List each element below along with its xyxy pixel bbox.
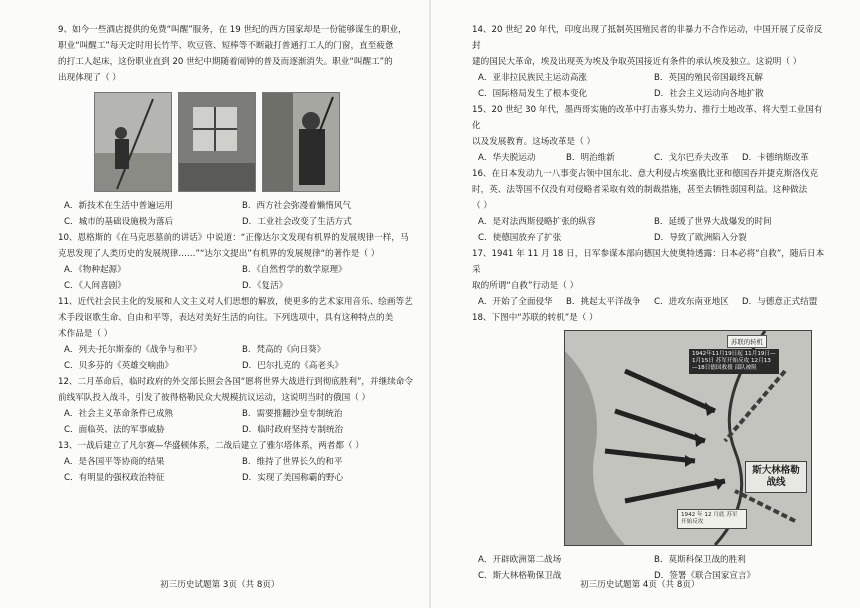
map-date-label: 1942 年 12 月底 苏军开始反攻 (677, 509, 747, 529)
question-18 (472, 310, 830, 326)
option[interactable]: B．延缓了世界大战爆发的时间 (654, 217, 772, 227)
q18-line: 18、下图中“苏联的转机”是（ ） (472, 313, 598, 323)
option[interactable]: B．英国的殖民帝国最终瓦解 (654, 73, 764, 83)
option[interactable]: C．斯大林格勒保卫战 (478, 571, 562, 581)
question-15 (472, 102, 830, 150)
q17-line: 取的所谓“自救”行动是（ ） (472, 281, 579, 291)
option[interactable]: D．临时政府坚持专制统治 (242, 425, 344, 435)
q16-line: （ ） (472, 201, 492, 211)
q9-options (58, 198, 420, 230)
option[interactable]: C．有明显的强权政治特征 (64, 473, 165, 483)
q16-line: 16、在日本发动九一八事变占领中国东北、意大利侵占埃塞俄比亚和德国吞并捷克斯洛伐克 (472, 169, 819, 179)
q9-line: 职业“叫醒工”每天定时用长竹竿、吹豆管、短棒等不断敲打普通打工人的门窗，直至疲惫 (58, 41, 394, 51)
option[interactable]: A．社会主义革命条件已成熟 (64, 409, 174, 419)
q16-options (472, 214, 830, 246)
option[interactable]: D．导致了欧洲陷入分裂 (654, 233, 747, 243)
option[interactable]: C．城市的基础设施极为落后 (64, 217, 174, 227)
option[interactable]: D．实现了美国称霸的野心 (242, 473, 344, 483)
q11-line: 11、近代社会民主化的发展和人文主义对人们思想的解放，使更多的艺术家用音乐、绘画等艺 (58, 297, 413, 307)
map-title: 苏联的转机 (727, 335, 767, 348)
page-footer: 初三历史试题第 4页（共 8页） (580, 580, 700, 590)
option[interactable]: B．西方社会弥漫着懒惰风气 (242, 201, 352, 211)
q17-line: 17、1941 年 11 月 18 日，日军参谋本部向德国大使奥特透露：日本必将“自救”，随后日本采 (472, 249, 825, 275)
option[interactable]: B．维持了世界长久的和平 (242, 457, 343, 467)
option[interactable]: A．《物种起源》 (64, 265, 126, 275)
q13-line: 13、一战后建立了凡尔赛—华盛顿体系，二战后建立了雅尔塔体系，两者都（ ） (58, 441, 364, 451)
q9-line: 出现体现了（ ） (58, 73, 121, 83)
option[interactable]: A．开始了全面侵华 (478, 297, 553, 307)
option[interactable]: C．进攻东南亚地区 (654, 297, 729, 307)
option[interactable]: A．是各国平等协商的结果 (64, 457, 165, 467)
option[interactable]: B．挑起太平洋战争 (566, 297, 641, 307)
question-17 (472, 246, 830, 294)
q14-options (472, 70, 830, 102)
option[interactable]: C．国际格局发生了根本变化 (478, 89, 588, 99)
page-footer: 初三历史试题第 3页（共 8页） (160, 580, 280, 590)
q10-line: 克思发现了人类历史的发展规律……”“达尔文提出”有机界的发展规律“的著作是（ ） (58, 249, 380, 259)
option[interactable]: B．需要推翻沙皇专制统治 (242, 409, 343, 419)
option[interactable]: C．贝多芬的《英雄交响曲》 (64, 361, 174, 371)
q9-line: 的打工人起床，这份职业直到 20 世纪中期随着闹钟的普及而逐渐消失。职业“叫醒工”的 (58, 57, 393, 67)
q11-options (58, 342, 420, 374)
option[interactable]: A．开辟欧洲第二战场 (478, 555, 562, 565)
q9-line: 9、如今一些酒店提供的免费“叫醒”服务，在 19 世纪的西方国家却是一份能够谋生的职业， (58, 25, 407, 35)
option[interactable]: D．巴尔扎克的《高老头》 (242, 361, 344, 371)
question-13 (58, 438, 420, 454)
question-9 (58, 22, 420, 86)
option[interactable]: A．亚非拉民族民主运动高涨 (478, 73, 588, 83)
question-14 (472, 22, 830, 70)
option[interactable]: C．《人间喜剧》 (64, 281, 126, 291)
q11-line: 术作品是（ ） (58, 329, 113, 339)
q12-options (58, 406, 420, 438)
q10-options (58, 262, 420, 294)
q15-line: 15、20 世纪 30 年代，墨西哥实施的改革中打击寡头势力、推行土地改革、将大型工业国有化 (472, 105, 823, 131)
page-4 (430, 0, 860, 608)
option[interactable]: B．明治维新 (566, 153, 615, 163)
q10-line: 10、恩格斯的《在马克思墓前的讲话》中说道：“正像达尔文发现有机界的发展规律一样，马 (58, 233, 409, 243)
option[interactable]: D．《复活》 (242, 281, 288, 291)
knocker-up-photo-3 (262, 92, 340, 192)
option[interactable]: A．华夫脱运动 (478, 153, 536, 163)
question-11 (58, 294, 420, 342)
option[interactable]: D．卡德纳斯改革 (742, 153, 809, 163)
q12-line: 12、二月革命后，临时政府的外交部长照会各国“愿将世界大战进行到彻底胜利”，并继续命令 (58, 377, 413, 387)
stalingrad-map (564, 330, 812, 546)
option[interactable]: A．是对法西斯侵略扩张的纵容 (478, 217, 596, 227)
q16-line: 时，英、法等国不仅没有对侵略者采取有效的制裁措施，甚至去牺牲弱国利益。这种做法 (472, 185, 808, 195)
option[interactable]: C．面临英、法的军事威胁 (64, 425, 165, 435)
knocker-up-photo-2 (178, 92, 256, 192)
option[interactable]: B．梵高的《向日葵》 (242, 345, 326, 355)
option[interactable]: B．莫斯科保卫战的胜利 (654, 555, 746, 565)
knocker-up-photo-1 (94, 92, 172, 192)
stalingrad-front-label: 斯大林格勒战线 (745, 461, 807, 493)
option[interactable]: C．戈尔巴乔夫改革 (654, 153, 729, 163)
q17-options (472, 294, 830, 310)
option[interactable]: D．社会主义运动向各地扩散 (654, 89, 764, 99)
question-12 (58, 374, 420, 406)
option[interactable]: D．与德意正式结盟 (742, 297, 818, 307)
option[interactable]: D．工业社会改变了生活方式 (242, 217, 352, 227)
q14-line: 14、20 世纪 20 年代，印度出现了抵制英国殖民者的非暴力不合作运动，中国开展了反帝反封 (472, 25, 823, 51)
q15-options (472, 150, 830, 166)
q15-line: 以及发展教育。这场改革是（ ） (472, 137, 596, 147)
q14-line: 建的国民大革命，埃及出现英为埃及争取英国接近有条件的承认埃及独立。这说明（ ） (472, 57, 802, 67)
q12-line: 前线军队投入战斗，引发了彼得格勒民众大规模抗议运动，这说明当时的俄国（ ） (58, 393, 371, 403)
q11-line: 术手段讴歌生命、自由和平等，表达对美好生活的向往。下列选项中，具有这种特点的美 (58, 313, 394, 323)
option[interactable]: A．列夫·托尔斯泰的《战争与和平》 (64, 345, 202, 355)
q13-options (58, 454, 420, 486)
map-legend-box: 1942年11月19日起 11月19日—1月15日 苏军开始反攻 12月13—18日德国救援 部队被阻 (689, 349, 779, 374)
q9-photos (94, 92, 420, 192)
option[interactable]: C．使德国放弃了扩张 (478, 233, 562, 243)
question-16 (472, 166, 830, 214)
option[interactable]: D．签署《联合国家宣言》 (654, 571, 756, 581)
option[interactable]: B．《自然哲学的数学原理》 (242, 265, 347, 275)
option[interactable]: A．新技术在生活中普遍运用 (64, 201, 174, 211)
question-10 (58, 230, 420, 262)
